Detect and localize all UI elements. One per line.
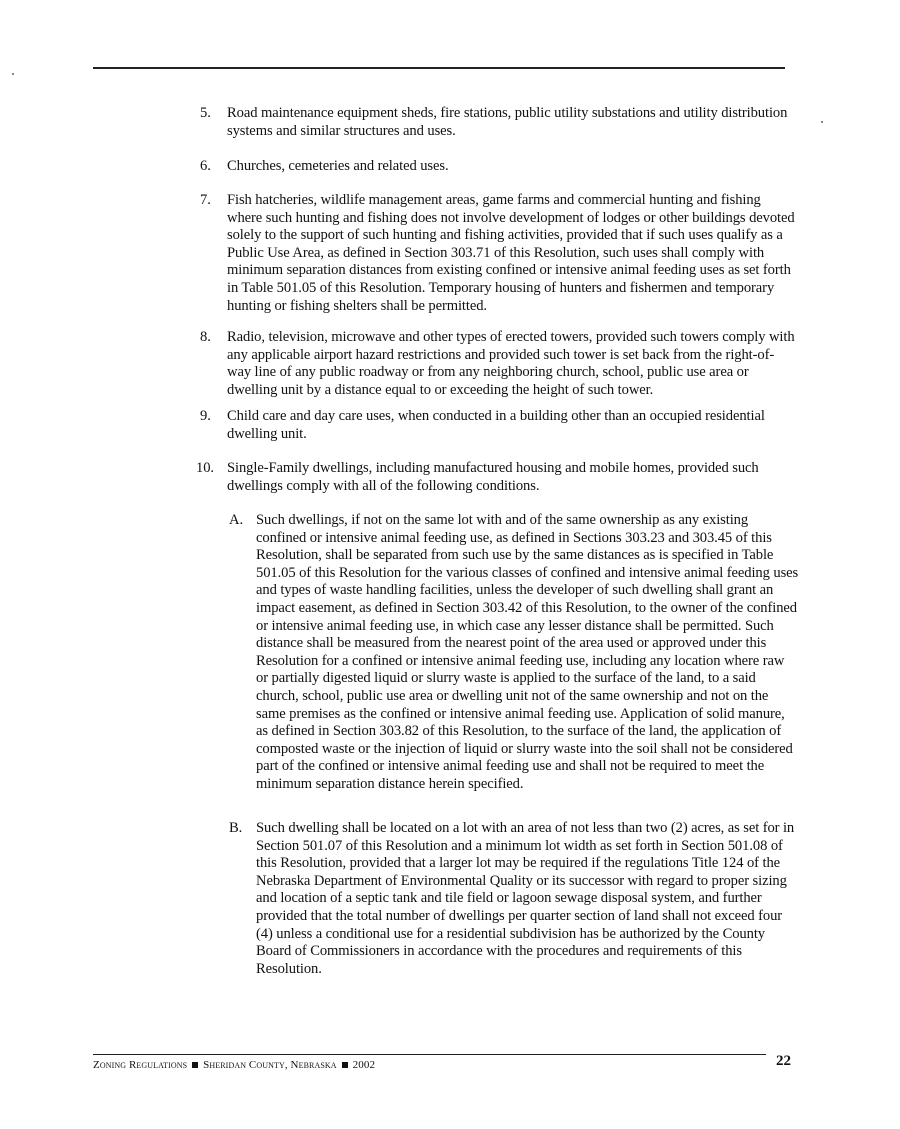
sub-item-text: Such dwellings, if not on the same lot with and of the same ownership as any existing confined or intensive animal feeding use, as defined in Sections 303.23 and 303.45 of this Resolution, shall be separated from such use by the same distances as is specified in Table 501.05 of this Resolution for the various classes of confined and intensive animal feeding uses and types of waste handling facilities, unless the developer of such dwelling shall grant an impact easement, as defined in Section 303.42 of this Resolution, to the owner of the confined or intensive animal feeding use, in which case any lesser distance shall be permitted. Such distance shall be measured from the nearest point of the area used or approved under this Resolution for a confined or intensive animal feeding use, including any location where raw or partially digested liquid or slurry waste is applied to the surface of the land, to a said church, school, public use area or dwelling unit not of the same ownership and not on the same premises as the confined or intensive animal feeding use. Application of solid manure, as defined in Section 303.82 of this Resolution, to the surface of the land, the application of composted waste or the injection of liquid or slurry waste into the soil shall not be considered part of the confined or intensive animal feeding use and shall not be required to meet the minimum separation distance herein specified. <box>256 512 799 792</box>
sub-list-item <box>229 820 799 978</box>
footer-year: 2002 <box>352 1059 376 1071</box>
sub-item-letter: B. <box>229 820 243 836</box>
scan-speck <box>821 121 823 123</box>
list-item <box>196 158 796 176</box>
item-number: 8. <box>200 329 211 345</box>
header-rule <box>93 67 785 69</box>
sub-item-text: Such dwelling shall be located on a lot with an area of not less than two (2) acres, as set for in Section 501.07 of this Resolution and a minimum lot width as set forth in Section 501.08 of this Resolution, provided that a larger lot may be required if the regulations Title 124 of the Nebraska Department of Environmental Quality or its successor with regard to proper sizing and location of a septic tank and tile field or lagoon sewage disposal system, and further provided that the total number of dwellings per quarter section of land shall not exceed four (4) unless a conditional use for a residential subdivision has be authorized by the County Board of Commissioners in accordance with the procedures and requirements of this Resolution. <box>256 820 795 977</box>
item-text: Single-Family dwellings, including manufactured housing and mobile homes, provided such dwellings comply with all of the following conditions. <box>227 460 759 494</box>
item-number: 6. <box>200 158 211 174</box>
scan-speck <box>12 73 14 75</box>
item-text: Road maintenance equipment sheds, fire stations, public utility substations and utility distribution systems and similar structures and uses. <box>227 105 788 139</box>
footer-rule <box>93 1054 766 1055</box>
item-text: Child care and day care uses, when conducted in a building other than an occupied residential dwelling unit. <box>227 408 765 442</box>
square-bullet-icon <box>192 1062 198 1068</box>
sub-item-letter: A. <box>229 512 243 528</box>
item-number: 9. <box>200 408 211 424</box>
sub-list-item <box>229 512 799 794</box>
item-number: 10. <box>196 460 214 476</box>
list-item <box>196 105 796 140</box>
list-item <box>196 329 796 399</box>
page-number: 22 <box>776 1053 791 1069</box>
list-item <box>196 192 796 315</box>
item-text: Churches, cemeteries and related uses. <box>227 158 449 174</box>
list-item <box>196 408 796 443</box>
item-text: Radio, television, microwave and other types of erected towers, provided such towers comply with any applicable airport hazard restrictions and provided such tower is set back from the right-of-way line of any public roadway or from any neighboring church, school, public use area or dwelling unit by a distance equal to or exceeding the height of such tower. <box>227 329 795 398</box>
footer <box>93 1058 375 1072</box>
square-bullet-icon <box>342 1062 348 1068</box>
footer-title: Zoning Regulations <box>93 1059 188 1071</box>
item-text: Fish hatcheries, wildlife management areas, game farms and commercial hunting and fishing where such hunting and fishing does not involve development of lodges or other buildings devoted solely to the support of such hunting and fishing activities, provided that if such uses qualify as a Public Use Area, as defined in Section 303.71 of this Resolution, such uses shall comply with minimum separation distances from existing confined or intensive animal feeding uses as set forth in Table 501.05 of this Resolution. Temporary housing of hunters and fishermen and temporary hunting or fishing shelters shall be permitted. <box>227 192 795 314</box>
list-item <box>196 460 796 495</box>
item-number: 5. <box>200 105 211 121</box>
footer-county: Sheridan County, Nebraska <box>203 1059 337 1071</box>
item-number: 7. <box>200 192 211 208</box>
